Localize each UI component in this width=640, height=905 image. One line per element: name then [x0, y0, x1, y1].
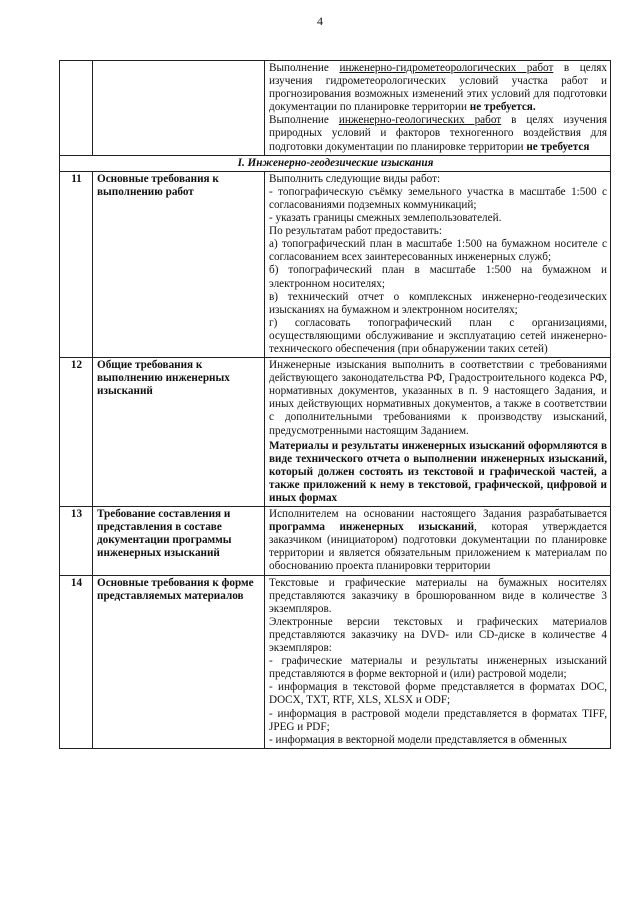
section-header-row	[60, 155, 611, 171]
row-label-cell	[93, 61, 265, 156]
row-number: 14	[60, 575, 93, 748]
table-row-14	[60, 575, 611, 748]
row-content	[265, 575, 611, 748]
table-row-12	[60, 358, 611, 507]
list-item: а) топографический план в масштабе 1:500 на бумажном носителе с согласованием всех заинтересованных инженерных служб;	[269, 238, 607, 264]
list-item: Электронные версии текстовых и графических материалов представляются заказчику на DVD- или CD-диске в количестве 4 экземпляров:	[269, 615, 607, 655]
list-item: - указать границы смежных землепользователей.	[269, 212, 502, 225]
row-number: 13	[60, 507, 93, 575]
list-item: г) согласовать топографический план с организациями, осуществляющими обслуживание и эксплуатацию сетей инженерно-технического обеспечения (при обнаружении таких сетей)	[269, 316, 607, 355]
requirements-paragraph: Инженерные изыскания выполнить в соответствии с требованиями действующего законодательства РФ, Градостроительного кодекса РФ, нормативных документов, указанных в п. 9 настоящего Задания, и иных действующих нормативных документов, а также в соответствии с дополнительными требованиями к производству изысканий, предусмотренными настоящим Заданием.	[269, 359, 607, 437]
row-number: 12	[60, 358, 93, 507]
row-content	[265, 171, 611, 357]
list-item: Текстовые и графические материалы на бумажных носителях представляются заказчику в брошюрованном виде в количестве 3 экземпляров.	[269, 576, 607, 615]
page-number: 4	[317, 14, 323, 28]
row-content-cell	[265, 61, 611, 156]
row-content	[265, 507, 611, 575]
list-item: в) технический отчет о комплексных инженерно-геодезических изысканиях на бумажном и электронном носителях;	[269, 290, 607, 316]
list-item: - графические материалы и результаты инженерных изысканий представляются в форме векторной и (или) растровой модели;	[269, 655, 607, 681]
list-item: По результатам работ предоставить:	[269, 225, 442, 238]
row-label: Основные требования к выполнению работ	[93, 171, 265, 357]
table-row-11	[60, 171, 611, 357]
section-title: I. Инженерно-геодезические изыскания	[60, 155, 611, 171]
row-label: Общие требования к выполнению инженерных изысканий	[93, 358, 265, 507]
geological-paragraph: Выполнение инженерно-геологических работ в целях изучения природных условий и факторов техногенного воздействия для подготовки документации по планировке территории не требуется	[269, 114, 608, 153]
hydrometeorological-works-term: инженерно-гидрометеорологических работ	[339, 62, 554, 74]
list-item: - информация в растровой модели представляется в форматах TIFF, JPEG и PDF;	[269, 707, 607, 733]
list-item: Выполнить следующие виды работ:	[269, 172, 441, 185]
list-item: - топографическую съёмку земельного участка в масштабе 1:500 с согласованиями подземных коммуникаций;	[269, 185, 607, 211]
program-term: программа инженерных изысканий	[269, 521, 475, 534]
row-label: Основные требования к форме представляемых материалов	[93, 575, 265, 748]
hydrometeorological-paragraph: Выполнение инженерно-гидрометеорологических работ в целях изучения гидрометеорологических условий участка работ и прогнозирования возможных изменений этих условий для подготовки документации по планировке территории не требуется.	[269, 62, 608, 114]
row-content	[265, 358, 611, 507]
row-number: 11	[60, 171, 93, 357]
geological-works-term: инженерно-геологических работ	[338, 114, 502, 127]
program-paragraph: Исполнителем на основании настоящего Задания разрабатывается программа инженерных изысканий, которая утверждается заказчиком (инициатором) подготовки документации по планировке территории и является обязательным приложением к материалам по обоснованию проекта планировки территории	[269, 508, 607, 573]
table-row-continued	[60, 61, 611, 156]
row-number-cell	[60, 61, 93, 156]
list-item: - информация в текстовой форме представляется в форматах DOC, DOCX, TXT, RTF, XLS, XLSX и ODF;	[269, 681, 607, 707]
report-format-paragraph: Материалы и результаты инженерных изысканий оформляются в виде технического отчета о выполнении инженерных изысканий, который должен состоять из текстовой и графической частей, а также приложений к нему в текстовой, графической, цифровой и иных формах	[269, 439, 607, 504]
list-item: - информация в векторной модели представляется в обменных	[269, 733, 568, 746]
requirements-table	[59, 60, 611, 749]
table-row-13	[60, 507, 611, 575]
list-item: б) топографический план в масштабе 1:500 на бумажном и электронном носителях;	[269, 264, 607, 290]
row-label: Требование составления и представления в составе документации программы инженерных изысканий	[93, 507, 265, 575]
